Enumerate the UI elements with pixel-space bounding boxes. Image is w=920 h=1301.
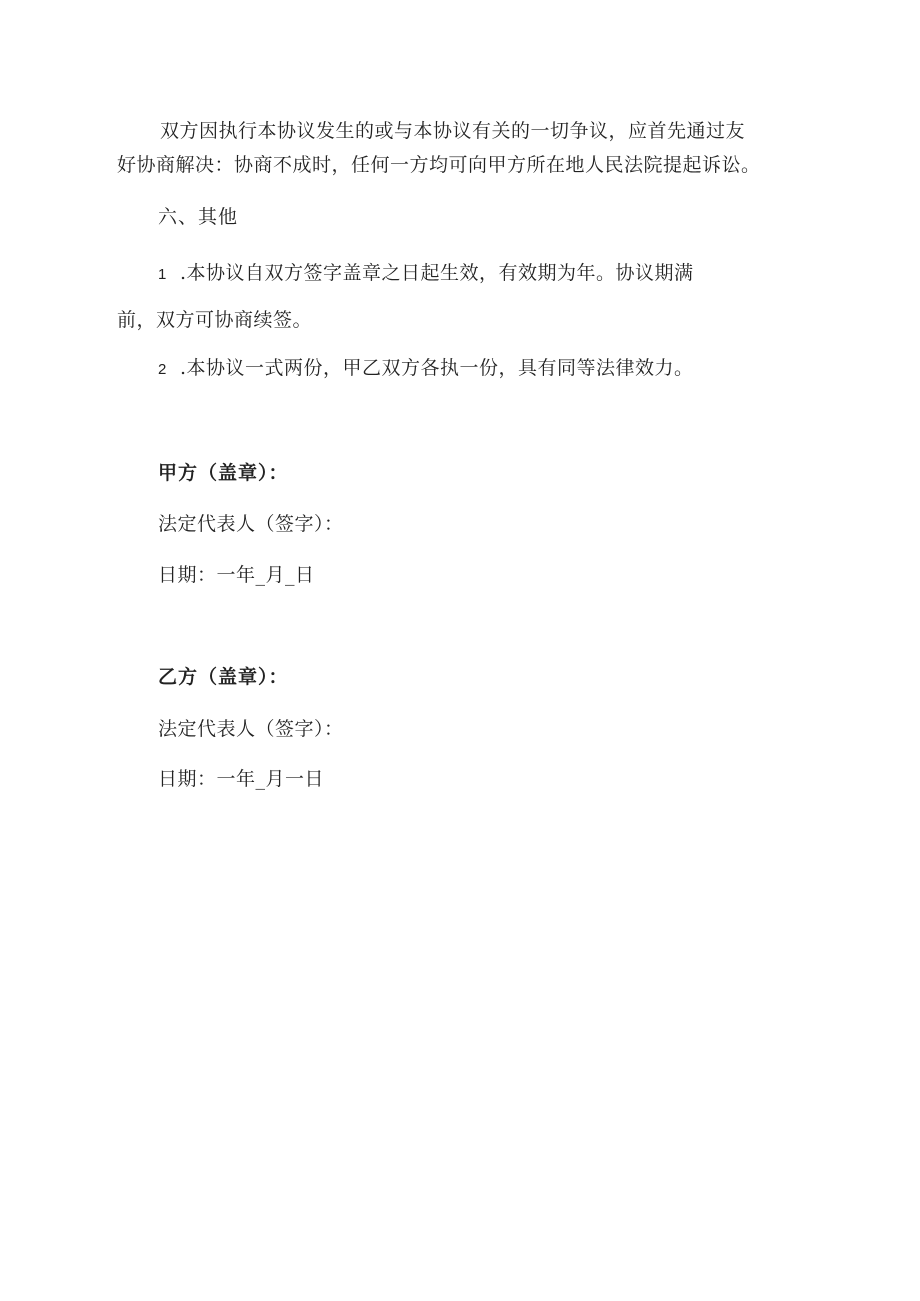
party-b-date-label: 日期：一年_月一日 <box>158 768 325 790</box>
party-a-representative-label: 法定代表人（签字）： <box>158 513 344 535</box>
clause-2-number: 2 <box>158 361 167 378</box>
clause-1-number: 1 <box>158 266 167 283</box>
clause-2-text: .本协议一式两份，甲乙双方各执一份，具有同等法律效力。 <box>180 357 694 379</box>
party-a-seal-label: 甲方（盖章）： <box>158 462 289 484</box>
dispute-paragraph-line-2: 好协商解决：协商不成时，任何一方均可向甲方所在地人民法院提起诉讼。 <box>117 154 761 176</box>
party-a-date-label: 日期：一年_月_日 <box>158 564 315 586</box>
dispute-paragraph-line-1: 双方因执行本协议发生的或与本协议有关的一切争议，应首先通过友 <box>160 120 746 142</box>
clause-1-line-2: 前，双方可协商续签。 <box>117 309 313 331</box>
clause-1-text: .本协议自双方签字盖章之日起生效，有效期为年。协议期满 <box>180 262 694 284</box>
clause-1-line-1 <box>158 262 694 285</box>
section-heading-other: 六、其他 <box>158 206 239 228</box>
party-b-seal-label: 乙方（盖章）： <box>158 666 289 688</box>
party-b-representative-label: 法定代表人（签字）： <box>158 718 344 740</box>
clause-2 <box>158 357 694 380</box>
